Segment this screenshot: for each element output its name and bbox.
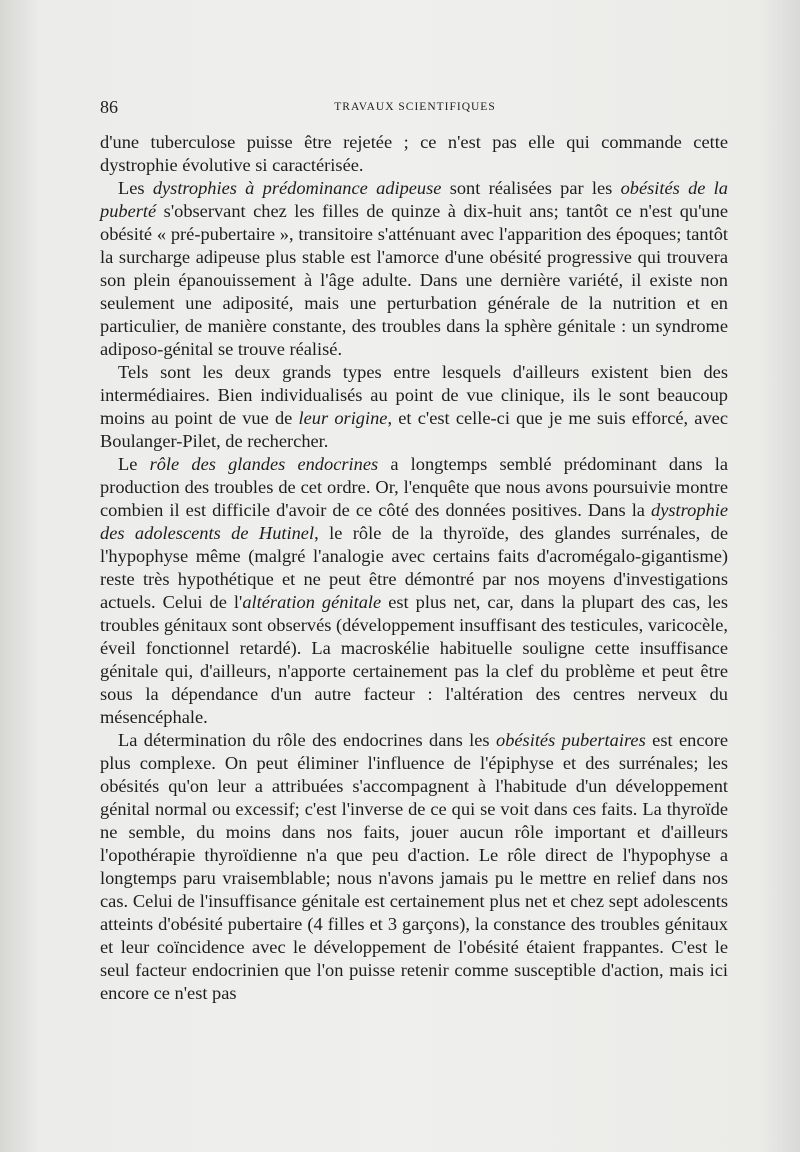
paragraph-text: est encore plus complexe. On peut éliminer l'influence de l'épiphyse et des surrénales; les obésités qu'on leur a attribuées s'accompagnent à l'habitude d'un développement génital normal ou excessif; c'est l'inverse de ce qui se voit dans ces faits. La thyroïde ne semble, du moins dans nos faits, jouer aucun rôle important et d'ailleurs l'opothérapie thyroïdienne n'a que peu d'action. Le rôle direct de l'hypophyse a longtemps paru vraisemblable; nous n'avons jamais pu le mettre en relief dans nos cas. Celui de l'insuffisance génitale est certainement plus net et chez sept adolescents atteints d'obésité pubertaire (4 filles et 3 garçons), la constance des troubles génitaux et leur coïncidence avec le développement de l'obésité étaient frappantes. C'est le seul facteur endocrinien que l'on puisse retenir comme susceptible d'action, mais ici encore ce n'est pas: [100, 730, 728, 1003]
italic-term: leur origine: [298, 408, 388, 428]
paragraph-text: Le: [118, 454, 150, 474]
paragraph-1: [100, 131, 728, 177]
paragraph-2: [100, 177, 728, 361]
paragraph-text: , et c'est celle-ci que je me suis efforcé, avec Boulanger-Pilet, de rechercher.: [100, 408, 728, 451]
page-header: [100, 97, 730, 121]
paragraph-text: La détermination du rôle des endocrines dans les: [118, 730, 496, 750]
paragraph-3: [100, 361, 728, 453]
italic-term: rôle des glandes endocrines: [149, 454, 379, 474]
paragraph-text: est plus net, car, dans la plupart des cas, les troubles génitaux sont observés (développement insuffisant des testicules, varicocèle, éveil fonctionnel retardé). La macroskélie habituelle souligne cette insuffisance génitale qui, d'ailleurs, n'apporte certainement pas la clef du problème et peut être sous la dépendance d'un autre facteur : l'altération des centres nerveux du mésencéphale.: [100, 592, 728, 727]
italic-term: dystrophie des adolescents de Hutinel: [100, 500, 728, 543]
paragraph-text: sont réalisées par les: [441, 178, 621, 198]
paragraph-text: Les: [118, 178, 153, 198]
paragraph-text: a longtemps semblé prédominant dans la production des troubles de cet ordre. Or, l'enquête que nous avons poursuivie montre combien il est difficile d'avoir de ce côté des données positives. Dans la: [100, 454, 728, 520]
paragraph-text: Tels sont les deux grands types entre lesquels d'ailleurs existent bien des intermédiaires. Bien individualisés au point de vue clinique, ils le sont beaucoup moins au point de vue de: [100, 362, 728, 428]
italic-term: altération génitale: [242, 592, 382, 612]
italic-term: obésités de la puberté: [100, 178, 728, 221]
paragraph-text: , le rôle de la thyroïde, des glandes surrénales, de l'hypophyse même (malgré l'analogie avec certains faits d'acromégalo-gigantisme) reste très hypothétique et ne peut être démontré par nos moyens d'investigations actuels. Celui de l': [100, 523, 728, 612]
paragraph-text: s'observant chez les filles de quinze à dix-huit ans; tantôt ce n'est qu'une obésité « pré-pubertaire », transitoire s'atténuant avec l'apparition des époques; tantôt la surcharge adipeuse plus stable est l'amorce d'une obésité progressive qui trouvera son plein épanouissement à l'âge adulte. Dans une dernière variété, il existe non seulement une adiposité, mais une perturbation générale de la nutrition et en particulier, de manière constante, des troubles dans la sphère génitale : un syndrome adiposo-génital se trouve réalisé.: [100, 201, 728, 359]
paragraph-4: [100, 453, 728, 729]
running-title: TRAVAUX SCIENTIFIQUES: [334, 101, 496, 113]
paragraph-5: [100, 729, 728, 1005]
body-text: [100, 131, 728, 1005]
paragraph-text: d'une tuberculose puisse être rejetée ; ce n'est pas elle qui commande cette dystrophie évolutive si caractérisée.: [100, 132, 728, 175]
italic-term: dystrophies à prédominance adipeuse: [152, 178, 442, 198]
italic-term: obésités pubertaires: [496, 730, 646, 750]
page-number: 86: [100, 97, 118, 117]
